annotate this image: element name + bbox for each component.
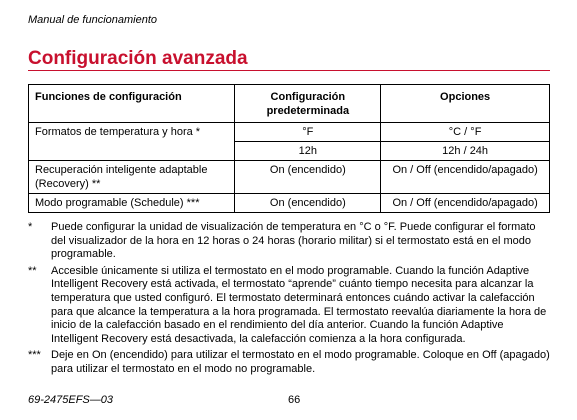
table-cell-feature: Formatos de temperatura y hora *	[29, 123, 235, 161]
column-header-features: Funciones de configuración	[29, 85, 235, 123]
table-cell-default: On (encendido)	[235, 161, 381, 194]
title-divider	[28, 70, 550, 71]
section-title: Configuración avanzada	[28, 48, 248, 69]
footnote-text: Deje en On (encendido) para utilizar el termostato en el modo programable. Coloque en Off (apagado) para utilizar el termostato en el modo no programable.	[51, 349, 550, 375]
table-cell-default: On (encendido)	[235, 194, 381, 213]
configuration-table	[28, 84, 550, 213]
table-cell-options: 12h / 24h	[381, 142, 550, 161]
footnote	[28, 265, 550, 347]
table-row	[29, 194, 550, 213]
table-row	[29, 161, 550, 194]
table-cell-options: On / Off (encendido/apagado)	[381, 161, 550, 194]
footnote-marker: ***	[28, 349, 41, 362]
document-header: Manual de funcionamiento	[28, 14, 158, 26]
footnote-text: Puede configurar la unidad de visualización de temperatura en °C o °F. Puede configurar el formato del visualizador de la hora en 12 horas o 24 horas (horario militar) si el termostato está en el modo programable.	[51, 221, 536, 261]
page-number: 66	[288, 394, 301, 406]
footnote	[28, 221, 550, 262]
table-header-row	[29, 85, 550, 123]
document-code: 69-2475EFS—03	[28, 394, 113, 406]
column-header-options: Opciones	[381, 85, 550, 123]
table-cell-options: °C / °F	[381, 123, 550, 142]
table-cell-options: On / Off (encendido/apagado)	[381, 194, 550, 213]
table-cell-default: 12h	[235, 142, 381, 161]
footnotes	[28, 221, 550, 380]
footnote-marker: **	[28, 264, 37, 277]
table-cell-default: °F	[235, 123, 381, 142]
column-header-default: Configuración predeterminada	[235, 85, 381, 123]
table-cell-feature: Recuperación inteligente adaptable (Recovery) **	[29, 161, 235, 194]
table-cell-feature: Modo programable (Schedule) ***	[29, 194, 235, 213]
footnote-marker: *	[28, 221, 33, 233]
footnote-text: Accesible únicamente si utiliza el termostato en el modo programable. Cuando la función Adaptive Intelligent Recovery está activada, el termostato “aprende” cuánto tiempo necesita para alcanzar la temperatura que usted configuró. El termostato determinará entonces cuándo activar la calefacción para que alcance la temperatura a la hora programada. El termostato reevalúa diariamente la hora de inicio de la calefacción basado en el rendimiento del día anterior. Cuando la función Adaptive Intelligent Recovery está desactivada, la calefacción comienza a la hora configurada.	[51, 264, 547, 345]
footnote	[28, 349, 550, 376]
table-row	[29, 123, 550, 142]
